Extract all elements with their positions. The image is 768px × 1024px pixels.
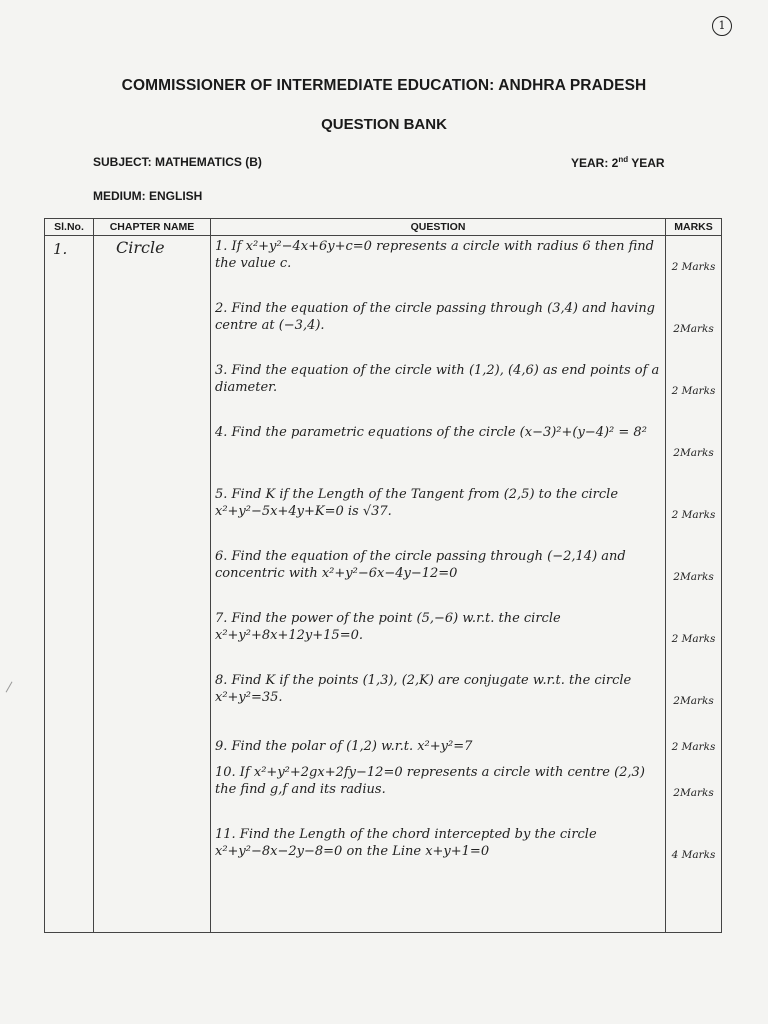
question-text: 1. If x²+y²−4x+6y+c=0 represents a circle with radius 6 then find the value c. [215,239,654,271]
marks-value: 2Marks [673,447,714,459]
subject-label: SUBJECT: MATHEMATICS (B) [93,155,262,169]
column-header-sl-no: Sl.No. [45,219,94,236]
question-item [211,608,665,670]
marks-value: 2 Marks [671,385,716,397]
question-item [211,732,665,762]
question-text: 4. Find the parametric equations of the circle (x−3)²+(y−4)² = 8² [215,425,647,440]
marks-value: 2 Marks [671,509,716,521]
page-number: 1 [712,16,732,36]
question-item [211,236,665,298]
marks-cell [666,236,722,933]
question-text: 6. Find the equation of the circle passing through (−2,14) and concentric with x²+y²−6x−4y−12=0 [215,549,626,581]
question-text: 7. Find the power of the point (5,−6) w.r.t. the circle x²+y²+8x+12y+15=0. [215,611,561,643]
question-item [211,546,665,608]
year-suffix: YEAR [628,156,665,170]
table-header-row [45,219,722,236]
column-header-question: QUESTION [211,219,666,236]
chapter-cell: Circle [94,236,211,933]
question-item [211,298,665,360]
scan-mark [6,682,20,697]
column-header-marks: MARKS [666,219,722,236]
question-item [211,360,665,422]
question-text: 2. Find the equation of the circle passing through (3,4) and having centre at (−3,4). [215,301,656,333]
marks-value: 2Marks [673,695,714,707]
marks-value: 2Marks [673,323,714,335]
question-text: 5. Find K if the Length of the Tangent from (2,5) to the circle x²+y²−5x+4y+K=0 is √37. [215,487,619,519]
marks-value: 2Marks [673,571,714,583]
marks-value: 2 Marks [671,633,716,645]
column-header-chapter: CHAPTER NAME [94,219,211,236]
question-text: 8. Find K if the points (1,3), (2,K) are conjugate w.r.t. the circle x²+y²=35. [215,673,632,705]
question-text: 11. Find the Length of the chord intercepted by the circle x²+y²−8x−2y−8=0 on the Line x+y+1=0 [215,827,597,859]
question-text: 9. Find the polar of (1,2) w.r.t. x²+y²=7 [215,739,473,754]
document-title: COMMISSIONER OF INTERMEDIATE EDUCATION: ANDHRA PRADESH [121,77,647,94]
medium-label: MEDIUM: ENGLISH [93,189,203,203]
marks-value: 4 Marks [671,849,716,861]
marks-value: 2 Marks [671,741,716,753]
year-label [571,155,665,170]
question-item [211,762,665,824]
question-text: 3. Find the equation of the circle with (1,2), (4,6) as end points of a diameter. [215,363,660,395]
year-text: YEAR: 2 [571,156,619,170]
marks-value: 2 Marks [671,261,716,273]
question-item [211,422,665,484]
question-item [211,670,665,732]
question-item [211,484,665,546]
question-text: 10. If x²+y²+2gx+2fy−12=0 represents a circle with centre (2,3) the find g,f and its radius. [215,765,645,797]
question-table [44,218,722,933]
document-subtitle: QUESTION BANK [321,116,447,133]
questions-cell [211,236,666,933]
year-ordinal: nd [618,155,629,164]
table-row [45,236,722,933]
marks-value: 2Marks [673,787,714,799]
question-item [211,824,665,886]
sl-no-cell: 1. [45,236,94,933]
